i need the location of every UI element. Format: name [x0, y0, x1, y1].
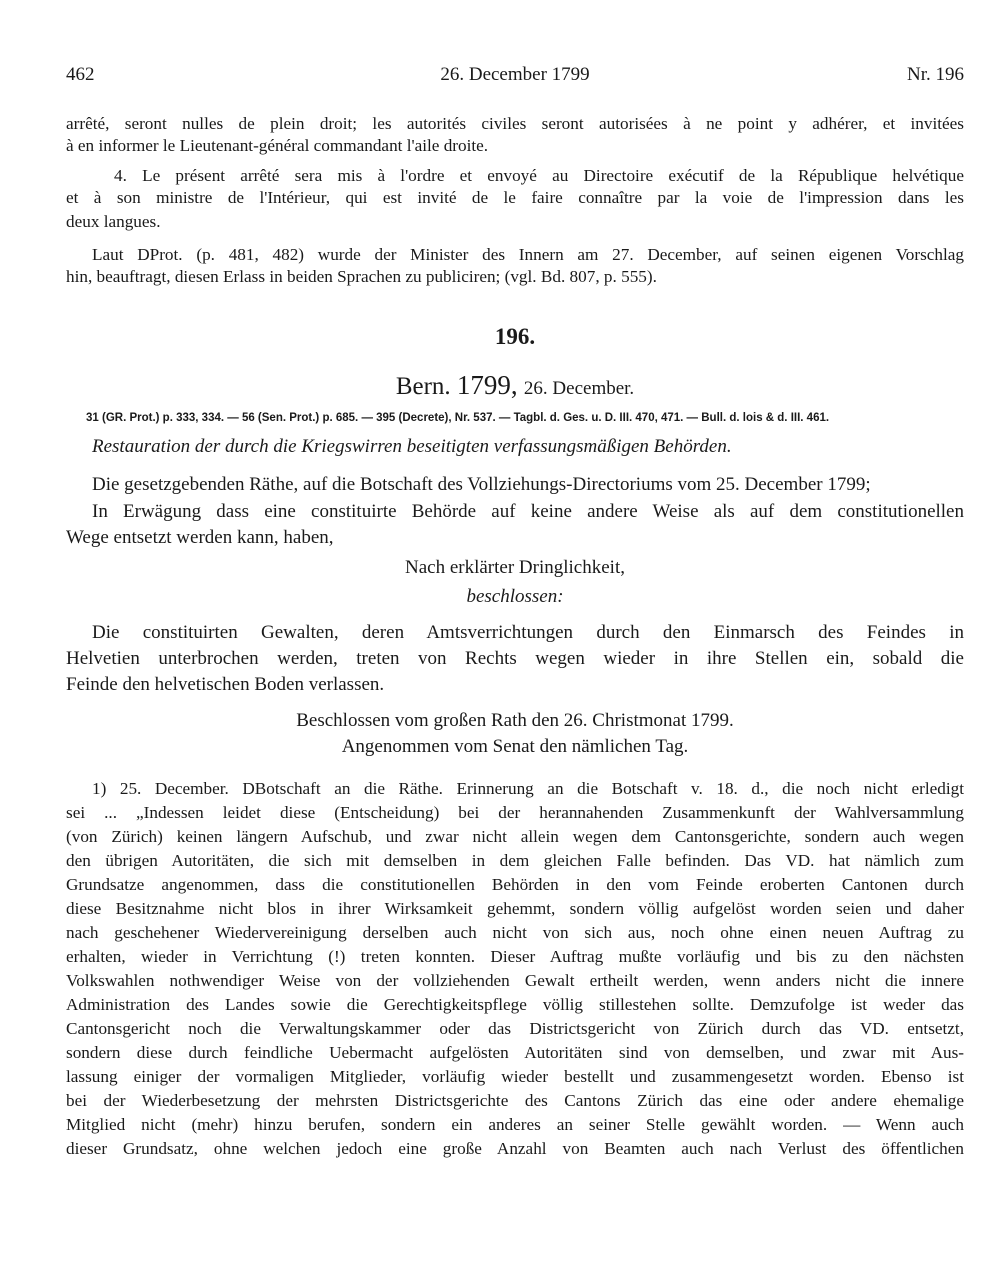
french-line-1: arrêté, seront nulles de plein droit; les autorités civiles seront autorisées à ne point y adhérer, et invitées	[66, 114, 964, 133]
footnote-line-4: den übrigen Autoritäten, die sich mit demselben in dem gleichen Falle befinden. Das VD. hat nämlich zum	[66, 851, 964, 870]
footnote-line-14: bei der Wiederbesetzung der mehrsten Districtsgerichte des Cantons Zürich das eine oder andere ehemalige	[66, 1091, 964, 1110]
decree-adopted-senate: Angenommen vom Senat den nämlichen Tag.	[341, 736, 689, 757]
decree-resolved: beschlossen:	[466, 586, 564, 607]
decree-urgency: Nach erklärter Dringlichkeit,	[405, 557, 625, 578]
decree-text-2: Helvetien unterbrochen werden, treten von Rechts wegen wieder in ihre Stellen ein, sobald die	[66, 648, 964, 669]
decree-adopted-council: Beschlossen vom großen Rath den 26. Christmonat 1799.	[296, 710, 734, 731]
entry-title: Restauration der durch die Kriegswirren beseitigten verfassungsmäßigen Behörden.	[92, 436, 732, 457]
french-line-4: et à son ministre de l'Intérieur, qui est invité de le faire connaître par la voie de l'impression dans les	[66, 188, 964, 207]
footnote-line-5: Grundsatze angenommen, dass die constitutionellen Behörden in den vom Feinde eroberten Cantonen durch	[66, 875, 964, 894]
footnote-line-9: Volkswahlen nothwendiger Weise von der vollziehenden Gewalt ertheilt werden, wenn anders nicht die innere	[66, 971, 964, 990]
running-header	[66, 64, 964, 90]
decree-considering-2: Wege entsetzt werden kann, haben,	[66, 527, 334, 548]
decree-text-3: Feinde den helvetischen Boden verlassen.	[66, 674, 385, 695]
french-line-2: à en informer le Lieutenant-général commandant l'aile droite.	[66, 136, 489, 155]
footnote-line-8: erhalten, wieder in Verrichtung (!) treten konnten. Dieser Auftrag mußte vorläufig und bis zu den nächsten	[66, 947, 964, 966]
footnote-line-15: Mitglied nicht (mehr) hinzu berufen, sondern ein anderes an seiner Stelle gewählt worden. — Wenn auch	[66, 1115, 964, 1134]
footnote-line-7: nach geschehener Wiedervereinigung derselben auch nicht von sich aus, noch ohne einen neuen Auftrag zu	[66, 923, 964, 942]
decree-text-1: Die constituirten Gewalten, deren Amtsverrichtungen durch den Einmarsch des Feindes in	[92, 622, 964, 643]
french-line-5: deux langues.	[66, 212, 161, 231]
note-line-1: Laut DProt. (p. 481, 482) wurde der Minister des Innern am 27. December, auf seinen eigenen Vorschlag	[92, 245, 964, 264]
document-number: Nr. 196	[907, 64, 964, 85]
footnote-line-3: (von Zürich) keinen längern Aufschub, und zwar nicht allein wegen dem Cantonsgerichte, sondern auch wegen	[66, 827, 964, 846]
page-number: 462	[66, 64, 95, 85]
footnote-line-16: dieser Grundsatz, ohne welchen jedoch eine große Anzahl von Beamten auch nach Verlust des öffentlichen	[66, 1139, 964, 1158]
entry-number: 196.	[494, 324, 536, 349]
entry-year: 1799,	[456, 370, 518, 400]
footnote-line-6: diese Besitznahme nicht blos in ihrer Wirksamkeit gehemmt, sondern völlig aufgelöst worden seien und daher	[66, 899, 964, 918]
entry-place: Bern.	[395, 373, 451, 400]
footnote-line-12: sondern diese durch feindliche Uebermacht aufgelösten Autoritäten sind von demselben, und zwar mit Aus-	[66, 1043, 964, 1062]
note-line-2: hin, beauftragt, diesen Erlass in beiden Sprachen zu publiciren; (vgl. Bd. 807, p. 555).	[66, 267, 657, 286]
entry-day: 26. December.	[523, 378, 635, 399]
source-references: 31 (GR. Prot.) p. 333, 334. — 56 (Sen. Prot.) p. 685. — 395 (Decrete), Nr. 537. — Tagbl. d. Ges. u. D. III. 470, 471. — Bull. d. lois & d. III. 461.	[86, 412, 830, 424]
decree-considering-1: In Erwägung dass eine constituirte Behörde auf keine andere Weise als auf dem constitutionellen	[92, 501, 964, 522]
decree-preamble: Die gesetzgebenden Räthe, auf die Botschaft des Vollziehungs-Directoriums vom 25. December 1799;	[92, 474, 871, 495]
header-date: 26. December 1799	[440, 64, 590, 85]
footnote-line-2: sei ... „Indessen leidet diese (Entscheidung) bei der herannahenden Zusammenkunft der Wahlversammlung	[66, 803, 964, 822]
french-line-3: 4. Le présent arrêté sera mis à l'ordre et envoyé au Directoire exécutif de la République helvétique	[114, 166, 964, 185]
entry-place-date	[66, 368, 964, 402]
footnote-line-1: 1) 25. December. DBotschaft an die Räthe. Erinnerung an die Botschaft v. 18. d., die noch nicht erledigt	[92, 779, 964, 798]
footnote-line-10: Administration des Landes sowie die Gerechtigkeitspflege völlig stillestehen sollte. Demzufolge ist weder das	[66, 995, 964, 1014]
footnote-line-11: Cantonsgericht noch die Verwaltungskammer oder das Districtsgericht von Zürich durch das VD. entsetzt,	[66, 1019, 964, 1038]
footnote-line-13: lassung einiger der vormaligen Mitglieder, vorläufig wieder bestellt und zusammengesetzt worden. Ebenso ist	[66, 1067, 964, 1086]
